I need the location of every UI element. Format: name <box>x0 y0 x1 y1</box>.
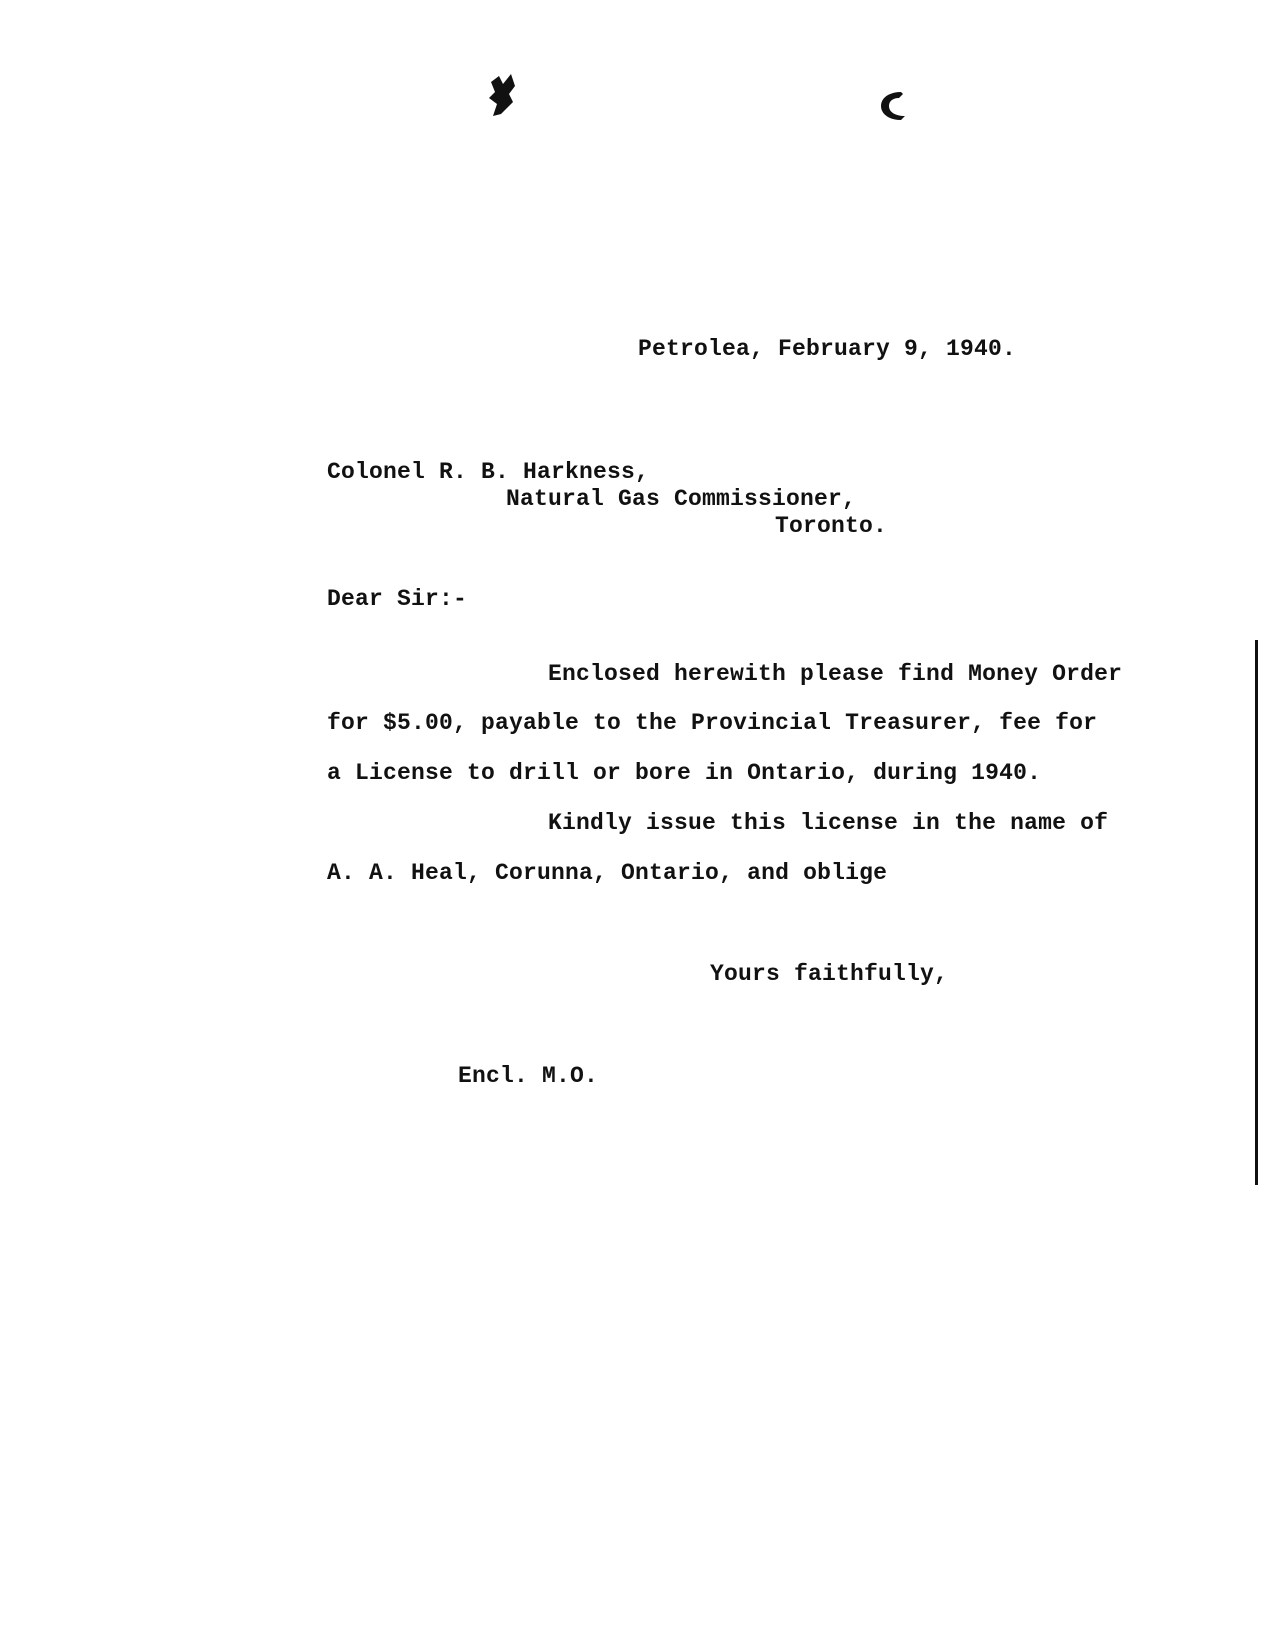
closing: Yours faithfully, <box>710 961 949 987</box>
salutation: Dear Sir:- <box>327 586 468 612</box>
recipient-title: Natural Gas Commissioner, <box>506 486 857 512</box>
body-line: A. A. Heal, Corunna, Ontario, and oblige <box>327 860 888 886</box>
body-line: a License to drill or bore in Ontario, during 1940. <box>327 760 1042 786</box>
scan-edge-line <box>1255 640 1258 1185</box>
punch-mark-left-icon <box>485 72 525 120</box>
body-line: for $5.00, payable to the Provincial Treasurer, fee for <box>327 710 1098 736</box>
body-line: Enclosed herewith please find Money Order <box>548 661 1123 687</box>
body-line: Kindly issue this license in the name of <box>548 810 1109 836</box>
dateline: Petrolea, February 9, 1940. <box>638 336 1017 362</box>
punch-mark-right-icon <box>875 88 911 124</box>
recipient-city: Toronto. <box>775 513 888 539</box>
recipient-name: Colonel R. B. Harkness, <box>327 459 650 485</box>
enclosure-note: Encl. M.O. <box>458 1063 599 1089</box>
